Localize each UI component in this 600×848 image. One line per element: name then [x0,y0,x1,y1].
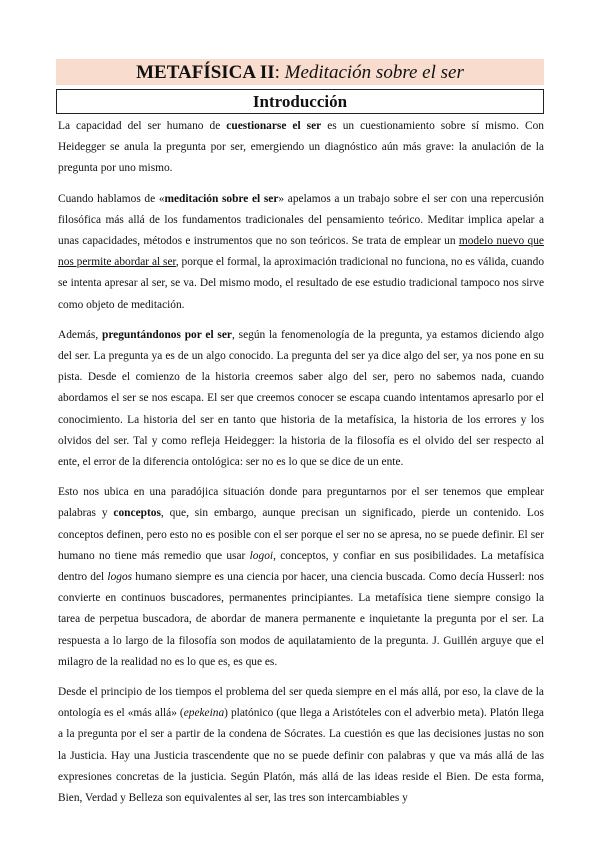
p2-text-a: Cuando hablamos de « [58,192,165,205]
paragraph-5 [58,682,544,809]
p2-text-c: » apelamos a un trabajo sobre el ser con una repercusión filosófica más allá de los fundamentos tradicionales del pensamiento teórico. Meditar implica apelar a unas capacidades, métodos e instrumentos que no son teóricos. Se trata de emplear un [58,192,544,248]
paragraph-4 [58,482,544,673]
body-text [58,116,544,818]
p4-text-c: , que, sin embargo, aunque precisan un significado, pierde un contenido. Los conceptos definen, pero esto no es posible con el ser porque el ser no se apresa, no se puede definir. El ser humano no tiene más remedio que usar [58,507,544,562]
title-subtitle: Meditación sobre el ser [284,62,464,83]
title-separator: : [274,62,285,83]
p5-italic-epekeina: epekeina [183,707,225,720]
p1-text-a: La capacidad del ser humano de [58,120,227,132]
p3-text-a: Además, [58,328,102,341]
p2-bold: meditación sobre el ser [164,192,279,205]
p4-text-e: humano siempre es una ciencia por hacer, una ciencia buscada. Como decía Husserl: nos convierte en continuos buscadores, permanentes principiantes. La metafísica tiene siempre consigo la tarea de perpetua buscadora, de abordar de manera permanente e inquietante la pregunta por el ser. La respuesta a lo largo de la filosofía son modos de aquilatamiento de la pregunta. J. Guillén arguye que el milagro de la realidad no es lo que es, es que es. [58,571,544,668]
p1-text-c: es un cuestionamiento sobre sí mismo. Con Heidegger se anula la pregunta por ser, emergiendo un diagnóstico aún más grave: la anulación de la pregunta por uno mismo. [58,120,544,175]
paragraph-2 [58,189,544,316]
document-title [56,59,544,85]
p4-bold: conceptos [113,507,161,520]
p1-bold: cuestionarse el ser [226,120,322,132]
p4-italic-logos: logos [107,571,133,584]
p4-text-d: , conceptos, y confiar en sus posibilidades. La metafísica dentro del [58,549,544,584]
title-main: METAFÍSICA II [136,62,275,83]
p5-text-b: ) platónico (que llega a Aristóteles con el adverbio meta). Platón llega a la pregunta por el ser a partir de la condena de Sócrates. La cuestión es que las decisiones justas no son la Justicia. Hay una Justicia trascendente que no se puede definir con palabras y que va más allá de las expresiones concretas de la justicia. Según Platón, más allá de las ideas reside el Bien. De esta forma, Bien, Verdad y Belleza son equivalentes al ser, las tres son intercambiables y [58,707,544,805]
p2-underline: modelo nuevo que nos permite abordar al ser [58,235,544,269]
p4-text-a: Esto nos ubica en una paradójica situación donde para preguntarnos por el ser tenemos que emplear palabras y [58,486,544,520]
section-heading-text: Introducción [252,92,348,111]
p2-text-d: , porque el formal, la aproximación tradicional no funciona, no es válida, cuando se intenta apresar al ser, se va. Del mismo modo, el resultado de ese estudio tradicional tampoco nos sirve como objeto de meditación. [58,256,545,311]
p5-text-a: Desde el principio de los tiempos el problema del ser queda siempre en el más allá, por eso, la clave de la ontología es el «más allá» ( [58,686,544,720]
paragraph-1 [58,116,544,180]
paragraph-3 [58,325,544,473]
p4-italic-logoi: logoi [249,549,274,562]
p3-text-c: , según la fenomenología de la pregunta, ya estamos diciendo algo del ser. La pregunta ya es de un algo conocido. La pregunta del ser ya dice algo del ser, ya nos pone en su pista. Desde el comienzo de la historia creemos saber algo del ser, pero no sabemos nada, cuando abordamos el ser se nos escapa. El ser que creemos conocer se escapa cuando intentamos apresarlo por el conocimiento. La historia del ser en tanto que historia de la metafísica, la historia de los errores y los olvidos del ser. Tal y como refleja Heidegger: la historia de la filosofía es el olvido del ser respecto al ente, el error de la diferencia ontológica: ser no es lo que se dice de un ente. [58,328,544,469]
p3-bold: preguntándonos por el ser [101,328,232,341]
section-heading [56,89,544,114]
